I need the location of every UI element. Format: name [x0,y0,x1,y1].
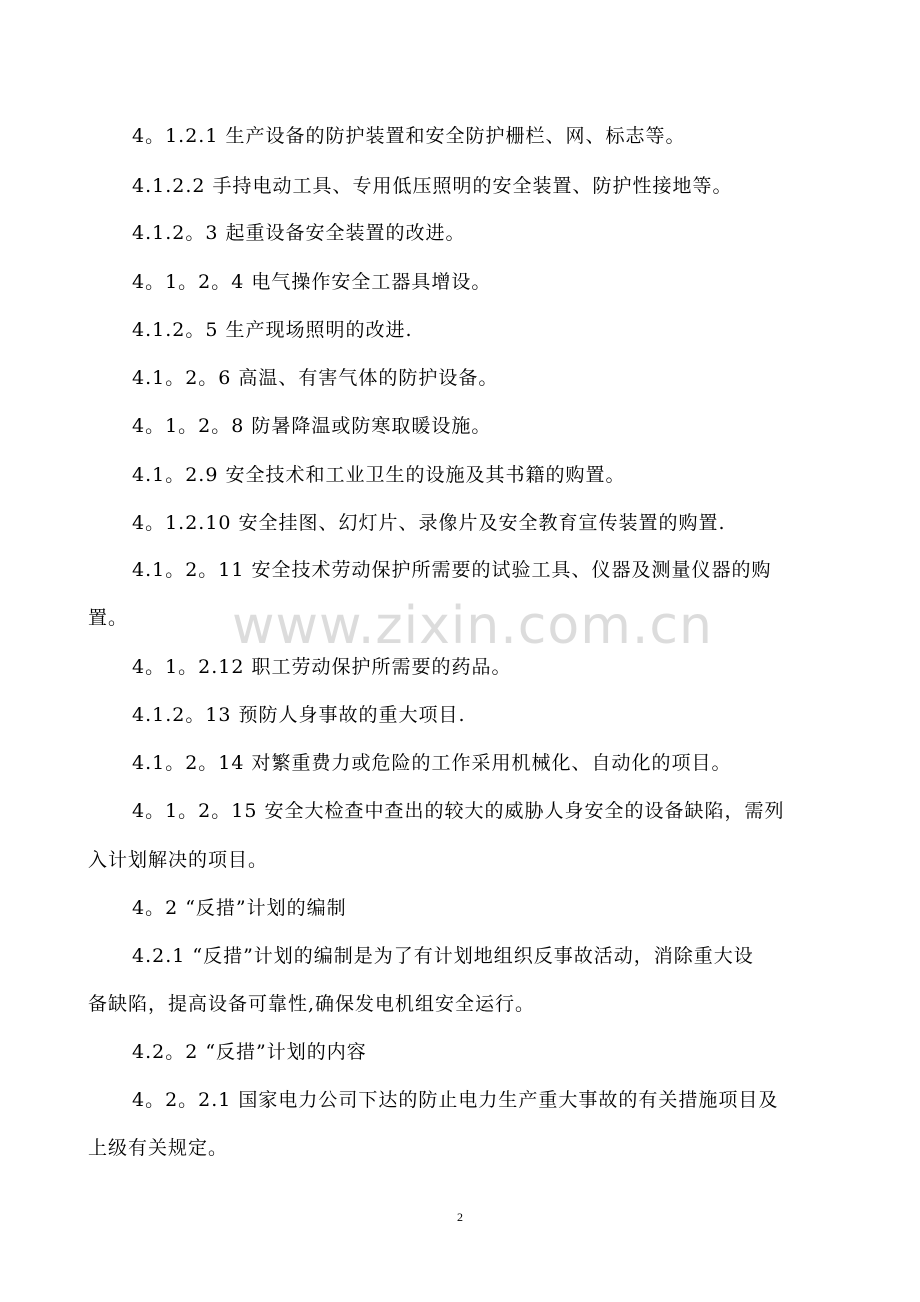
list-item-continuation: 上级有关规定。 [88,1137,229,1159]
list-item: 4.2.1 “反措”计划的编制是为了有计划地组织反事故活动，消除重大设 [132,945,754,967]
list-item: 4.1。2。14 对繁重费力或危险的工作采用机械化、自动化的项目。 [132,752,732,774]
list-item: 4.1.2。3 起重设备安全装置的改进。 [132,222,466,244]
watermark-text: www.zixin.com.cn [232,596,713,656]
section-heading: 4。2 “反措”计划的编制 [132,897,347,919]
list-item: 4.1。2.9 安全技术和工业卫生的设施及其书籍的购置。 [132,464,626,486]
list-item-continuation: 入计划解决的项目。 [88,849,269,871]
list-item: 4。2。2.1 国家电力公司下达的防止电力生产重大事故的有关措施项目及 [132,1089,779,1111]
list-item: 4.1。2。11 安全技术劳动保护所需要的试验工具、仪器及测量仪器的购 [132,559,772,581]
list-item: 4。1.2.10 安全挂图、幻灯片、录像片及安全教育宣传装置的购置. [132,512,726,534]
page-number: 2 [457,1210,463,1224]
list-item: 4。1。2.12 职工劳动保护所需要的药品。 [132,656,512,678]
list-item: 4.1。2。6 高温、有害气体的防护设备。 [132,367,499,389]
list-item: 4.1.2.2 手持电动工具、专用低压照明的安全装置、防护性接地等。 [132,175,733,197]
list-item: 4。1。2。4 电气操作安全工器具增设。 [132,271,492,293]
list-item: 4.1.2。13 预防人身事故的重大项目. [132,704,466,726]
section-heading: 4.2。2 “反措”计划的内容 [132,1041,367,1063]
list-item-continuation: 置。 [88,607,129,629]
list-item: 4。1。2。15 安全大检查中查出的较大的威胁人身安全的设备缺陷，需列 [132,800,785,822]
list-item: 4。1。2。8 防暑降温或防寒取暖设施。 [132,415,492,437]
list-item-continuation: 备缺陷，提高设备可靠性,确保发电机组安全运行。 [88,993,536,1015]
list-item: 4。1.2.1 生产设备的防护装置和安全防护栅栏、网、标志等。 [132,125,686,147]
list-item: 4.1.2。5 生产现场照明的改进. [132,319,413,341]
